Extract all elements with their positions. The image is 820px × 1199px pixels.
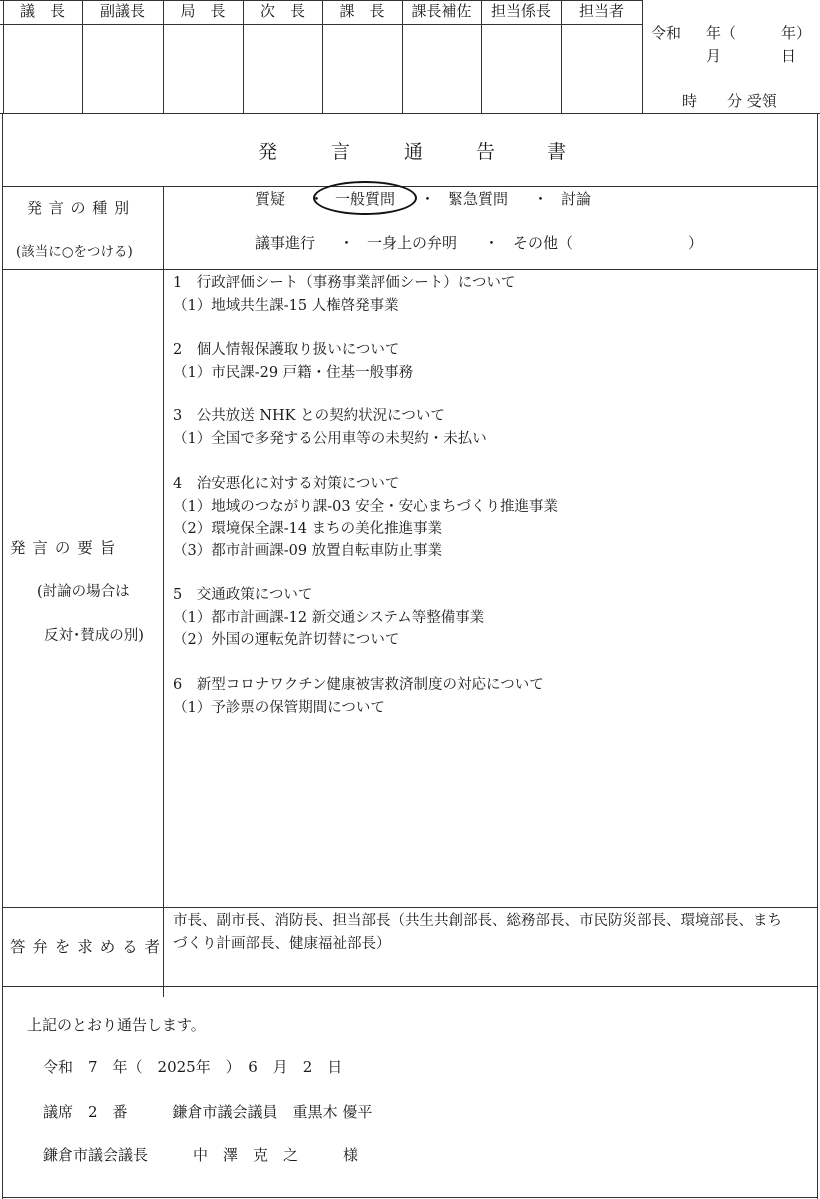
stamp-header-chairman: 議 長 [19,2,65,20]
option-separator: ・ [339,234,355,252]
option-separator: ・ [420,190,436,208]
option-procedure: 議事進行 [255,234,316,252]
option-personal-explanation: 一身上の弁明 [367,234,458,252]
summary-item-heading: 1 行政評価シート（事務事業評価シート）について [173,275,516,291]
stamp-header-staff-leader: 担当係長 [490,2,551,20]
option-general-question: 一般質問 [335,190,396,208]
title-char: 通 [404,141,424,163]
title-char: 発 [258,141,278,163]
summary-item-sub: （1）市民課-29 戸籍・住基一般事務 [173,365,414,381]
receipt-era: 令和 [651,24,682,42]
option-other-close: ） [688,234,704,252]
option-separator: ・ [484,234,500,252]
option-separator: ・ [309,190,325,208]
form-bottom-border [2,1197,818,1198]
option-debate: 討論 [561,190,592,208]
stamp-header-assistant-chief: 課長補佐 [411,2,472,20]
stamp-header-deputy-director: 次 長 [259,2,305,20]
type-note: (該当に○をつける) [16,244,133,260]
summary-item-heading: 4 治安悪化に対する対策について [173,476,400,492]
summary-item-sub: （3）都市計画課-09 放置自転車防止事業 [173,543,443,559]
type-label: 発 言 の 種 別 [27,199,131,217]
form-right-border [817,113,818,1199]
summary-item-sub: （1）全国で多発する公用車等の未契約・未払い [173,431,487,447]
stamp-header-director: 局 長 [180,2,226,20]
summary-item-sub: （2）環境保全課-14 まちの美化推進事業 [173,521,443,537]
title-char: 告 [476,141,496,163]
summary-item-sub: （1）都市計画課-12 新交通システム等整備事業 [173,610,485,626]
summary-item-sub: （1）予診票の保管期間について [173,700,385,716]
selection-circle-mark [313,181,417,215]
option-question: 質疑 [255,190,286,208]
stamp-header-vice-chairman: 副議長 [99,2,145,20]
footer-statement: 上記のとおり通告します。 [27,1016,206,1034]
summary-item-heading: 6 新型コロナワクチン健康被害救済制度の対応について [173,677,544,693]
answer-label: 答 弁 を 求 め る 者 [10,938,162,956]
receipt-year: 年（ 年） [706,24,812,42]
stamp-header-section-chief: 課 長 [339,2,385,20]
receipt-month: 月 [706,47,722,65]
title-char: 書 [547,141,567,163]
label-column-divider [163,186,164,997]
form-left-border [2,113,3,1199]
option-other: その他（ [513,234,574,252]
summary-item-sub: （2）外国の運転免許切替について [173,632,400,648]
summary-label: 発 言 の 要 旨 [10,539,117,557]
stamp-header-staff: 担当者 [578,2,624,20]
summary-item-heading: 5 交通政策について [173,587,313,603]
option-urgent-question: 緊急質問 [448,190,509,208]
receipt-day: 日 [781,47,797,65]
summary-item-sub: （1）地域のつながり課-03 安全・安心まちづくり推進事業 [173,499,559,515]
summary-item-heading: 2 個人情報保護取り扱いについて [173,342,400,358]
summary-note-1: (討論の場合は [37,584,130,600]
answer-line-2: づくり計画部長、健康福祉部長） [173,936,391,952]
footer-addressee: 鎌倉市議会議長 中 澤 克 之 様 [43,1146,359,1164]
title-char: 言 [331,141,351,163]
summary-item-sub: （1）地域共生課-15 人権啓発事業 [173,298,399,314]
option-separator: ・ [533,190,549,208]
receipt-time: 時 分 受領 [682,92,777,110]
answer-line-1: 市長、副市長、消防長、担当部長（共生共創部長、総務部長、市民防災部長、環境部長、まち [173,913,782,929]
footer-date: 令和 7 年（ 2025年 ） 6 月 2 日 [43,1058,343,1076]
summary-note-2: 反対･賛成の別) [44,628,144,644]
summary-item-heading: 3 公共放送 NHK との契約状況について [173,408,445,424]
footer-seat-member: 議席 2 番 鎌倉市議会議員 重黒木 優平 [43,1103,373,1121]
